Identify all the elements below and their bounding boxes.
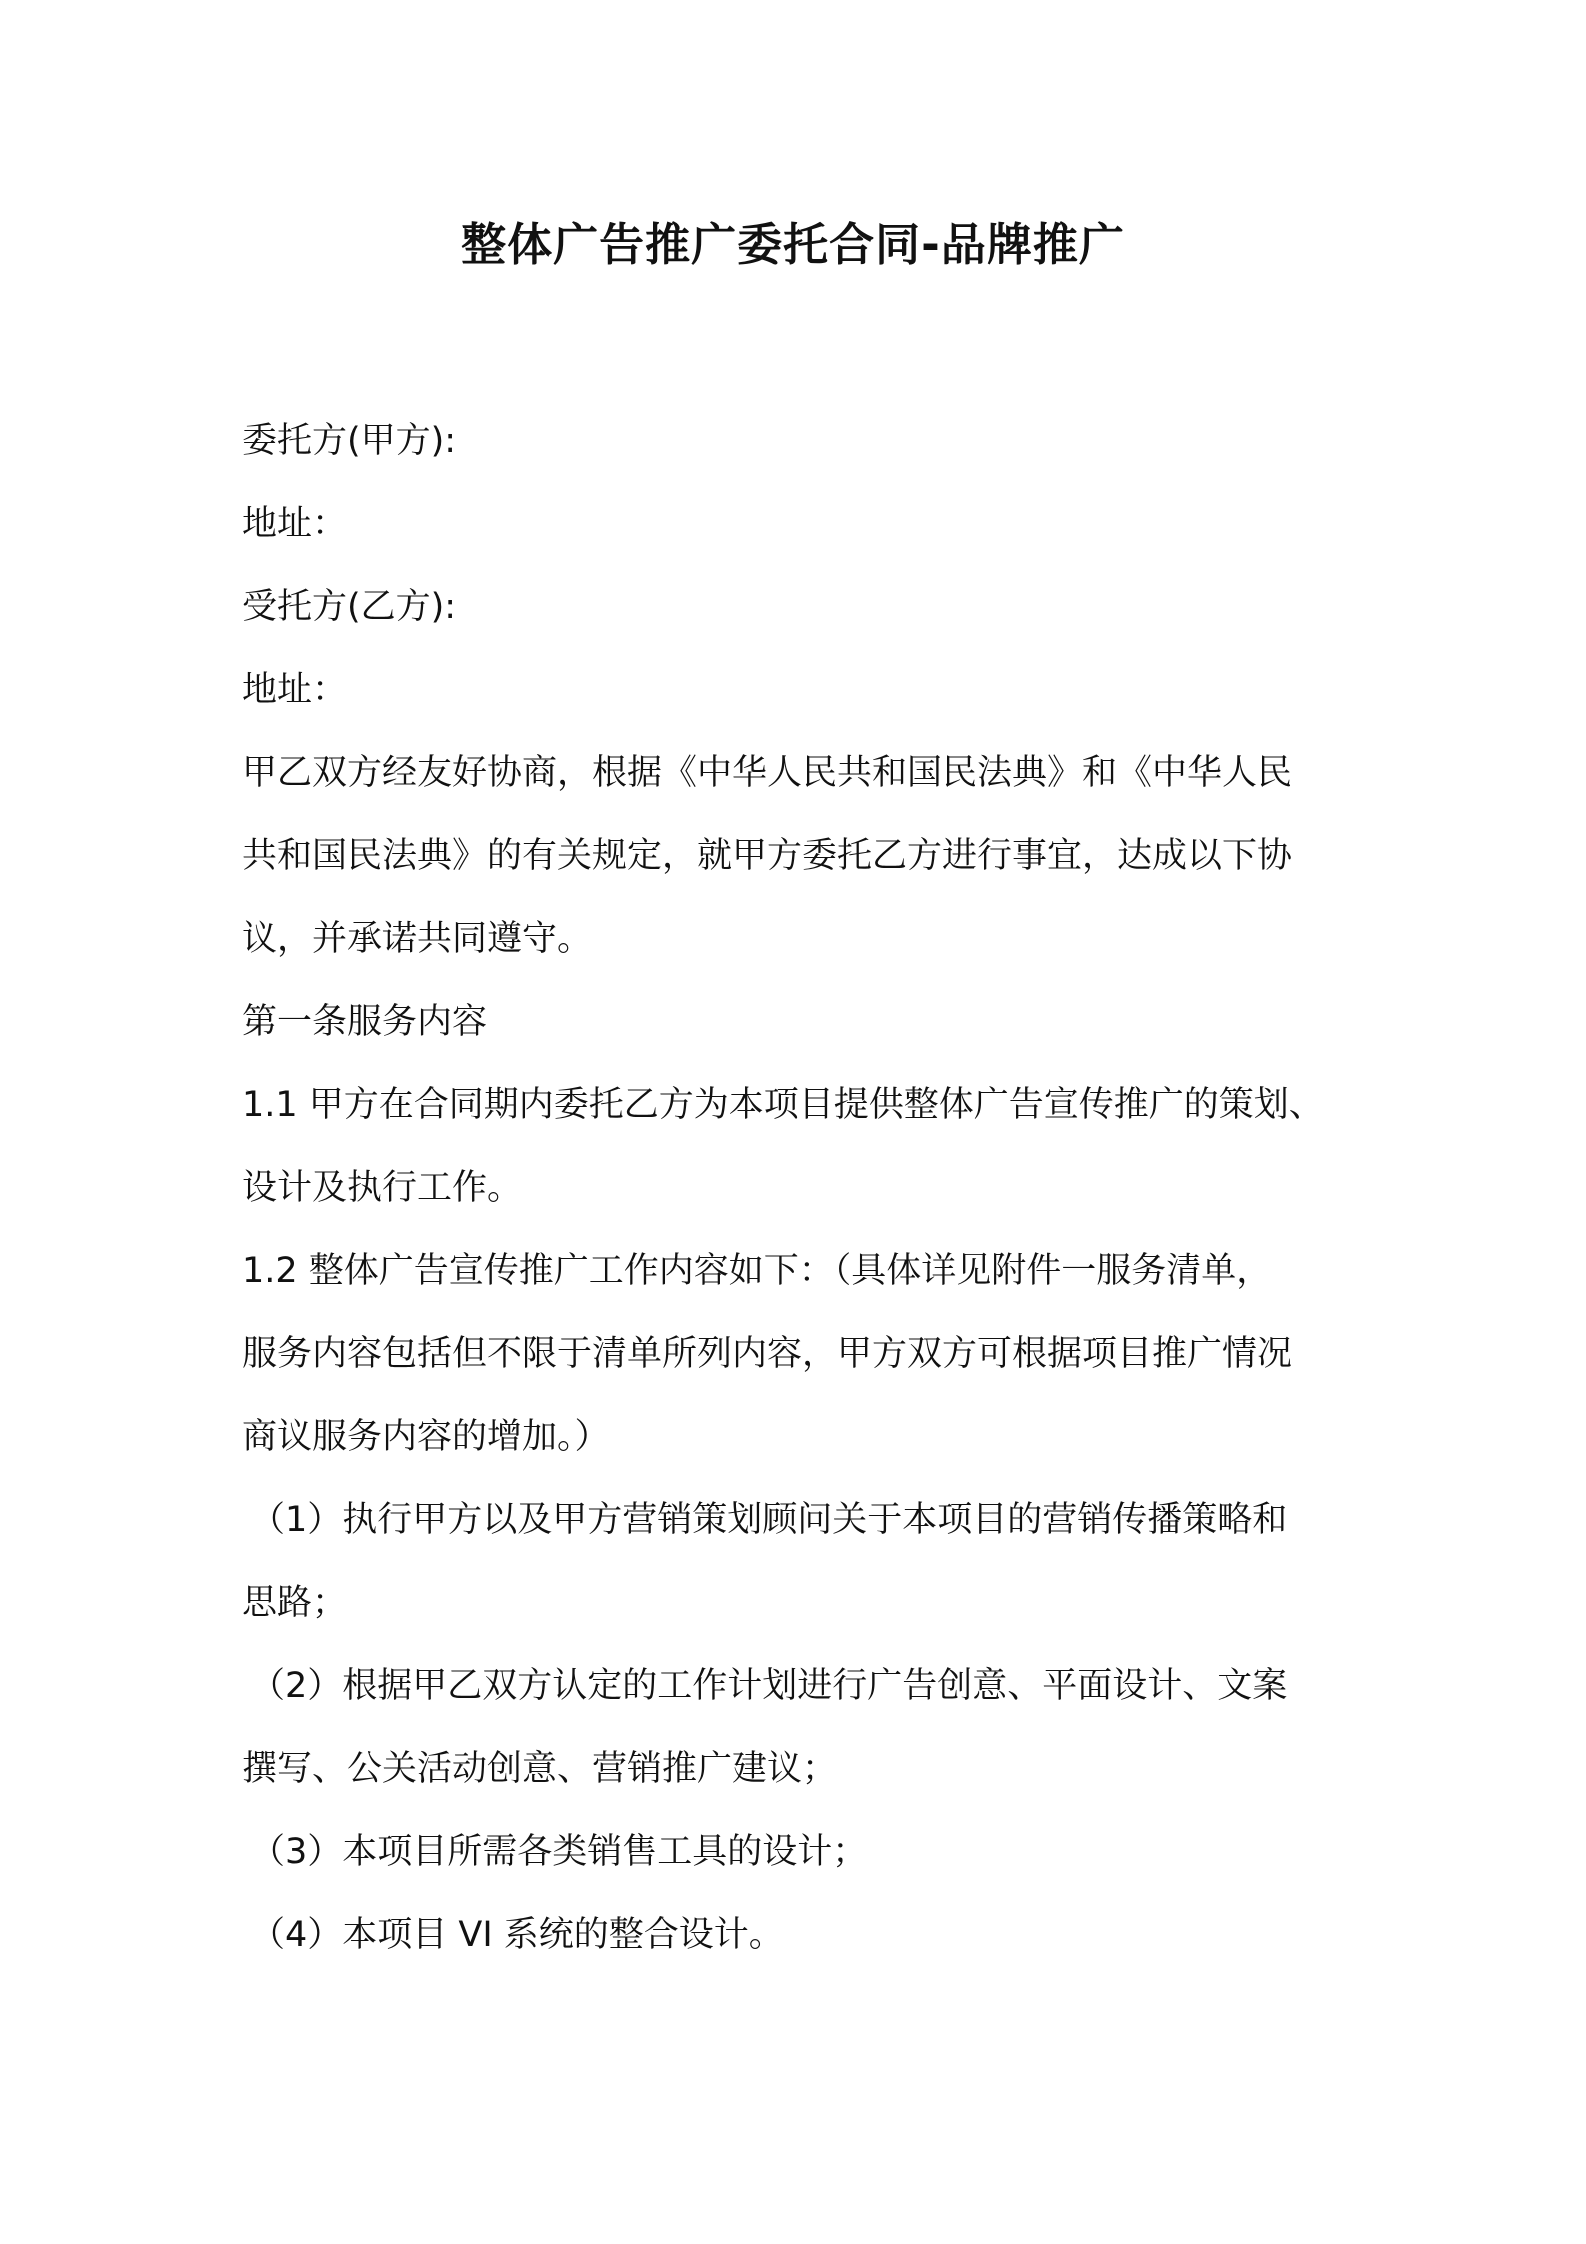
list-item-2: （2）根据甲乙双方认定的工作计划进行广告创意、平面设计、文案 <box>250 1666 1288 1706</box>
party-b-label: 受托方(乙方): <box>242 587 457 627</box>
document-title: 整体广告推广委托合同-品牌推广 <box>461 218 1125 271</box>
clause-1-2-line: 服务内容包括但不限于清单所列内容，甲方双方可根据项目推广情况 <box>242 1334 1293 1374</box>
party-a-label: 委托方(甲方): <box>242 421 457 461</box>
article-heading: 第一条服务内容 <box>242 1002 488 1042</box>
list-item-1-continuation: 思路； <box>242 1583 348 1623</box>
list-item-4: （4）本项目 VI 系统的整合设计。 <box>250 1915 784 1955</box>
preamble-line: 共和国民法典》的有关规定，就甲方委托乙方进行事宜，达成以下协 <box>242 836 1293 876</box>
preamble-line: 议，并承诺共同遵守。 <box>242 919 593 959</box>
clause-1-2-line: 商议服务内容的增加。） <box>242 1417 610 1457</box>
preamble-line: 甲乙双方经友好协商，根据《中华人民共和国民法典》和《中华人民 <box>242 753 1293 793</box>
clause-1-2-line: 1.2 整体广告宣传推广工作内容如下：（具体详见附件一服务清单， <box>242 1251 1272 1291</box>
list-item-3: （3）本项目所需各类销售工具的设计； <box>250 1832 868 1872</box>
document-body <box>242 400 1372 1977</box>
list-item-1: （1）执行甲方以及甲方营销策划顾问关于本项目的营销传播策略和 <box>250 1500 1288 1540</box>
clause-1-1-line: 1.1 甲方在合同期内委托乙方为本项目提供整体广告宣传推广的策划、 <box>242 1085 1324 1125</box>
party-b-address-label: 地址： <box>242 670 348 710</box>
list-item-2-continuation: 撰写、公关活动创意、营销推广建议； <box>242 1749 838 1789</box>
party-a-address-label: 地址： <box>242 504 348 544</box>
clause-1-1-line: 设计及执行工作。 <box>242 1168 523 1208</box>
